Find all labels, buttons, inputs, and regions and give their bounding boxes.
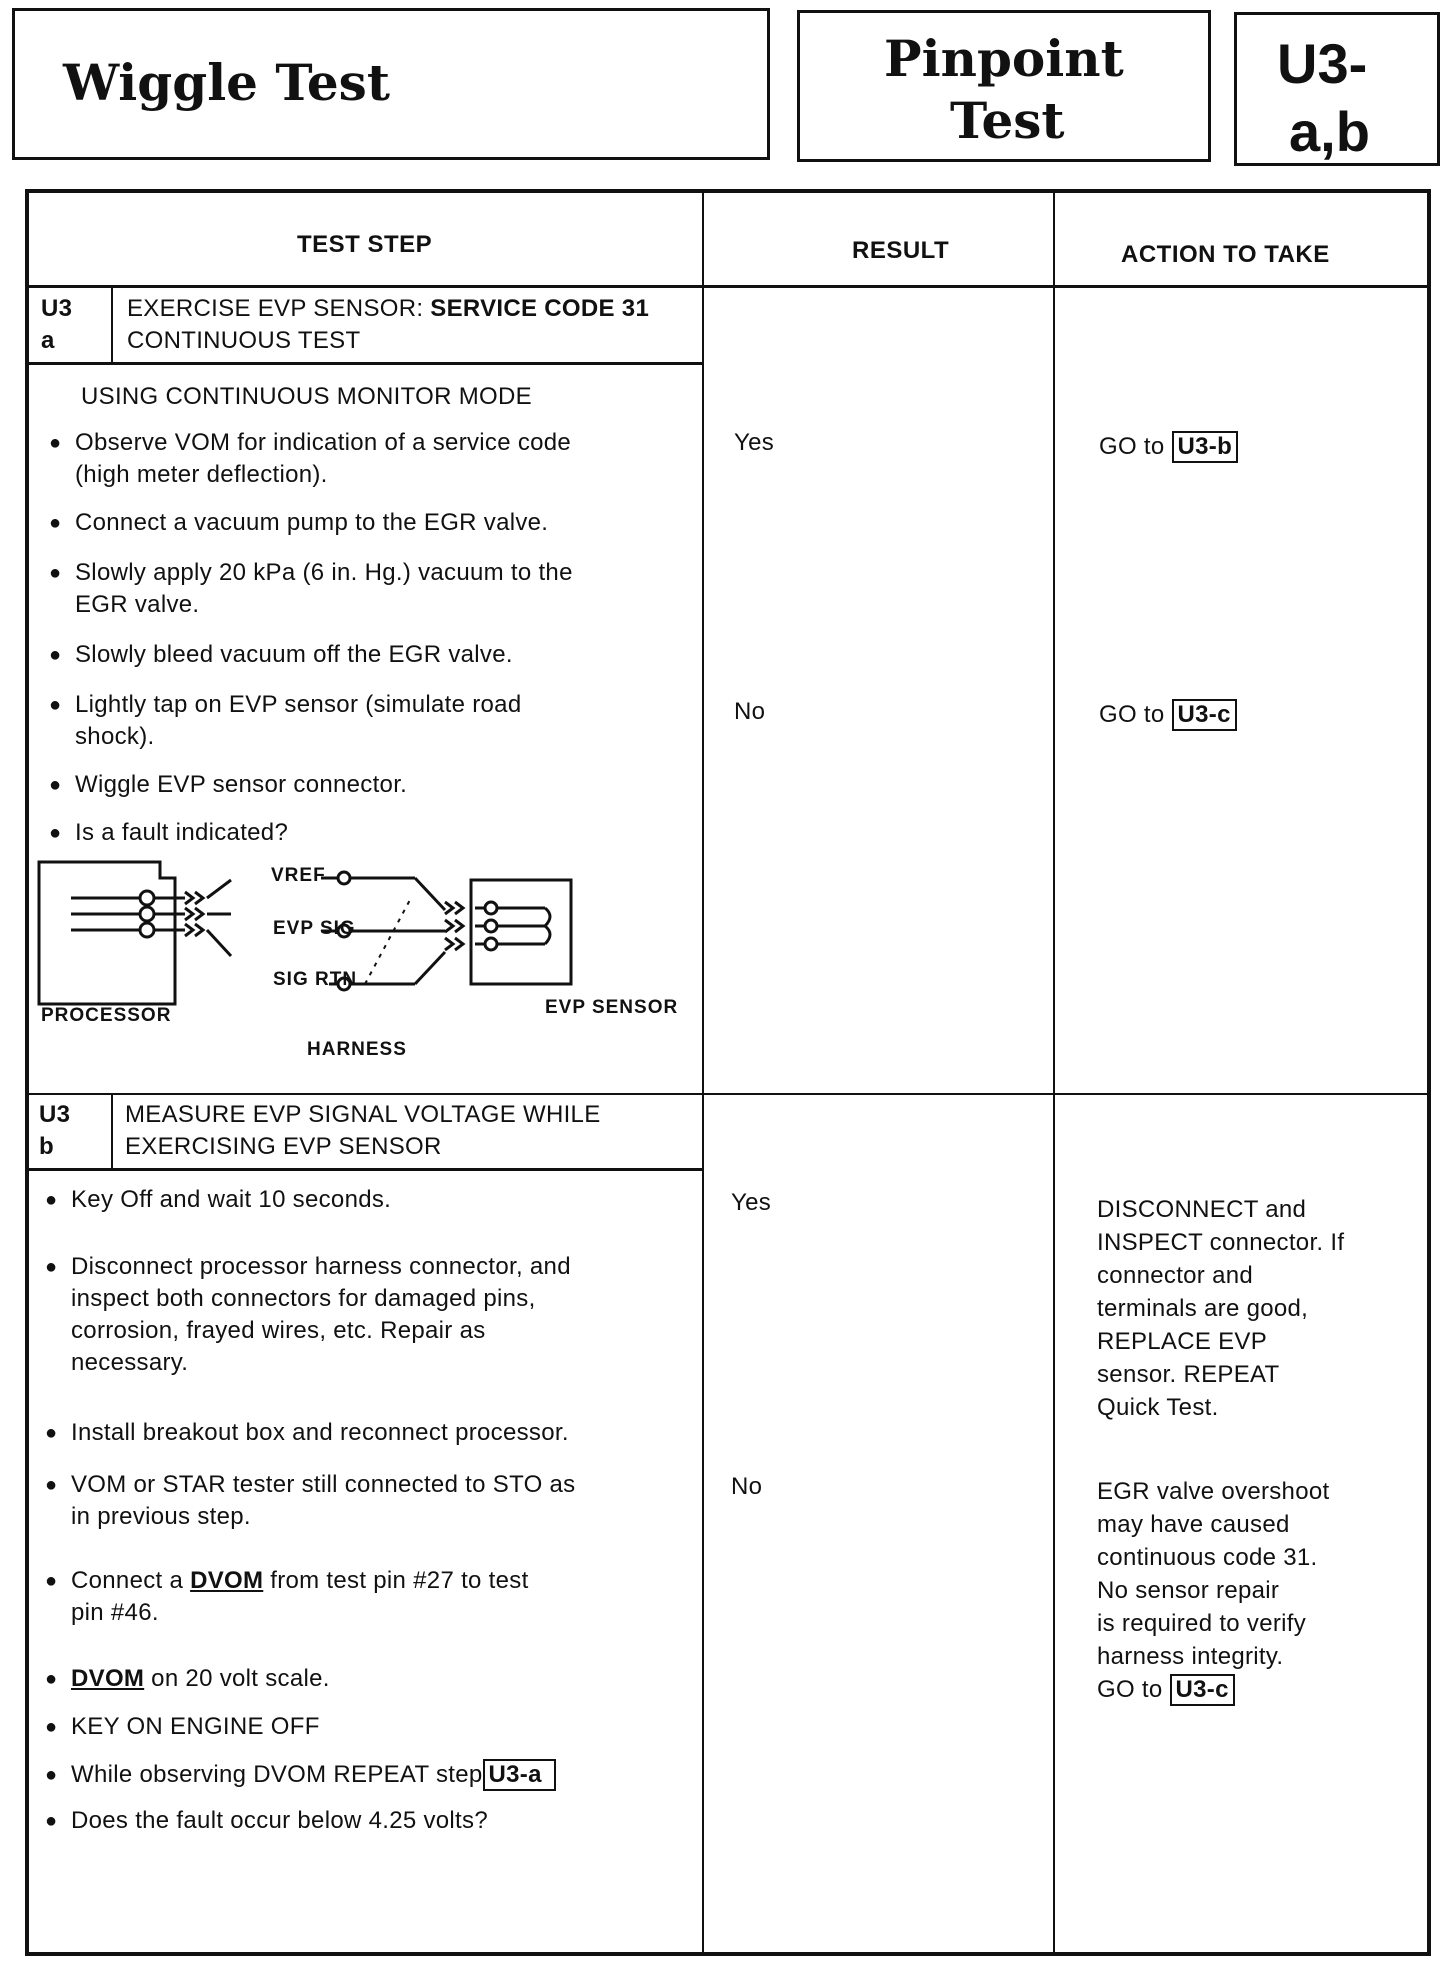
ref-u3-c[interactable]: U3-c (1172, 699, 1237, 731)
step-a-title: EXERCISE EVP SENSOR: SERVICE CODE 31 CONTINUOUS TEST (127, 295, 650, 354)
step-a-intro: USING CONTINUOUS MONITOR MODE (81, 383, 532, 410)
step-b-bullet-2: ● Disconnect processor harness connector, and inspect both connectors for damaged pins, corrosion, frayed wires, etc. Repair as necessary. (45, 1251, 571, 1379)
step-b-title: MEASURE EVP SIGNAL VOLTAGE WHILE EXERCISING EVP SENSOR (125, 1101, 601, 1160)
label-evp-sensor: EVP SENSOR (545, 997, 679, 1018)
step-b-title-box (29, 1095, 702, 1171)
step-a-bullet-7: ● Is a fault indicated? (49, 817, 288, 849)
col-divider-2 (1053, 193, 1055, 1952)
step-b-bullet-5: ● Connect a DVOM from test pin #27 to test pin #46. (45, 1565, 529, 1629)
col-divider-1 (702, 193, 704, 1952)
step-a-id: U3 a (41, 295, 73, 354)
col-head-test-step: TEST STEP (297, 231, 433, 258)
step-b-bullet-3: ● Install breakout box and reconnect processor. (45, 1417, 569, 1449)
label-vref: VREF (271, 865, 326, 886)
step-a-bullet-2: ● Connect a vacuum pump to the EGR valve. (49, 507, 548, 539)
col-head-result: RESULT (852, 237, 950, 264)
step-b-bullet-8: ● While observing DVOM REPEAT step U3-a (45, 1759, 556, 1791)
step-a-title-box (29, 287, 702, 365)
step-b-bullet-9: ● Does the fault occur below 4.25 volts? (45, 1805, 488, 1837)
pinpoint-test-header (797, 10, 1211, 162)
wiring-diagram (35, 858, 700, 1058)
ref-u3-c-b[interactable]: U3-c (1170, 1674, 1235, 1706)
evp-sensor-block (471, 880, 571, 984)
step-a-bullet-1: ● Observe VOM for indication of a service code (high meter deflection). (49, 427, 571, 491)
pinpoint-title-line2: Test (950, 91, 1065, 150)
step-b-result-yes: Yes (731, 1189, 772, 1216)
wiggle-test-title: Wiggle Test (63, 53, 390, 112)
ref-u3-b[interactable]: U3-b (1172, 431, 1239, 463)
wiggle-test-header (12, 8, 770, 160)
step-a-bullet-3: ● Slowly apply 20 kPa (6 in. Hg.) vacuum to the EGR valve. (49, 557, 573, 621)
test-code-line2: a,b (1289, 100, 1370, 163)
label-evp-sig: EVP SIG (273, 918, 356, 939)
col-head-action: ACTION TO TAKE (1121, 241, 1330, 268)
step-b-bullet-6: ● DVOM on 20 volt scale. (45, 1663, 330, 1695)
label-processor: PROCESSOR (41, 1005, 172, 1026)
step-a-result-no: No (734, 698, 766, 725)
step-b-id: U3 b (39, 1101, 71, 1160)
step-a-bullet-6: ● Wiggle EVP sensor connector. (49, 769, 407, 801)
step-a-bullet-5: ● Lightly tap on EVP sensor (simulate road shock). (49, 689, 521, 753)
step-b-action-no: EGR valve overshoot may have caused continuous code 31. No sensor repair is required to verify harness integrity. GO to U3-c (1097, 1475, 1329, 1706)
test-table (25, 189, 1431, 1956)
step-b-result-no: No (731, 1473, 763, 1500)
step-b-bullet-1: ● Key Off and wait 10 seconds. (45, 1184, 391, 1216)
label-sig-rtn: SIG RTN (273, 969, 358, 990)
step-a-action-yes: GO to U3-b (1099, 431, 1238, 463)
step-a-result-yes: Yes (734, 429, 775, 456)
step-b-bullet-4: ● VOM or STAR tester still connected to STO as in previous step. (45, 1469, 576, 1533)
label-harness: HARNESS (307, 1039, 407, 1060)
step-b-action-yes: DISCONNECT and INSPECT connector. If connector and terminals are good, REPLACE EVP sensor. REPEAT Quick Test. (1097, 1196, 1345, 1421)
ref-u3-a[interactable]: U3-a (483, 1759, 556, 1791)
test-code-header (1234, 12, 1440, 166)
test-code-line1: U3- (1277, 32, 1368, 95)
step-b-bullet-7: ● KEY ON ENGINE OFF (45, 1711, 320, 1743)
step-a-bullet-4: ● Slowly bleed vacuum off the EGR valve. (49, 639, 513, 671)
pinpoint-title-line1: Pinpoint (884, 29, 1124, 88)
step-a-action-no: GO to U3-c (1099, 699, 1237, 731)
